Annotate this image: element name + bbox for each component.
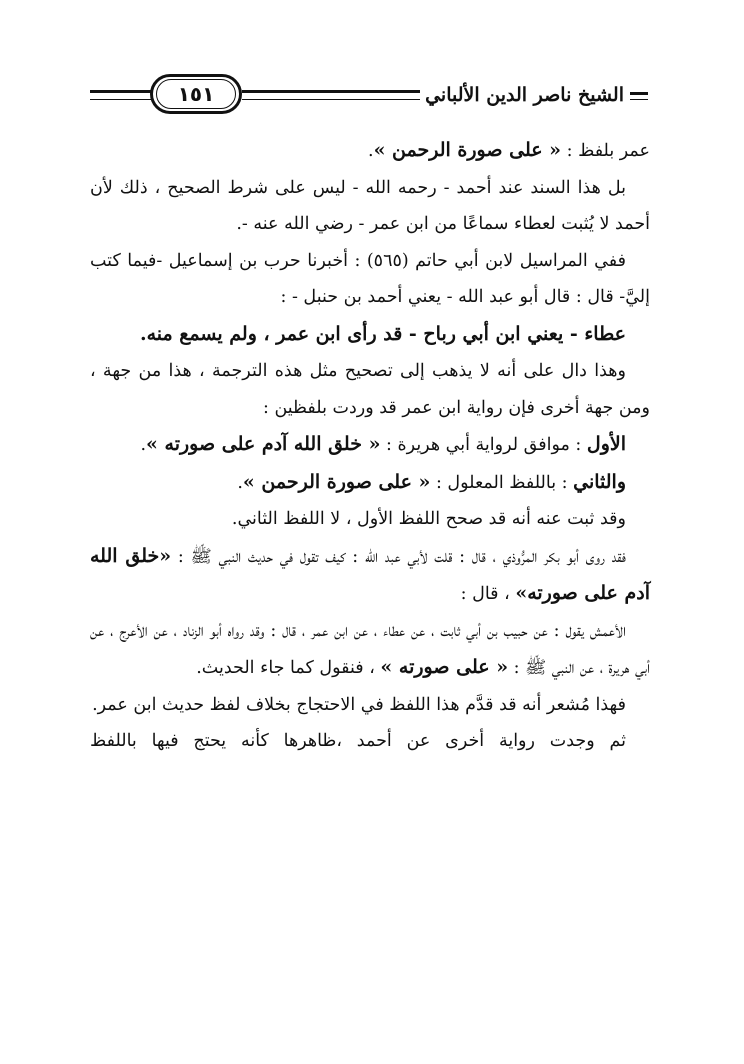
paragraph-5: وهذا دال على أنه لا يذهب إلى تصحيح مثل هذه الترجمة ، هذا من جهة ، ومن جهة أخرى فإن رواية ابن عمر قد وردت بلفظين : — [90, 361, 650, 418]
title-dash — [630, 92, 648, 100]
paragraph-7-text: : باللفظ المعلول : — [430, 472, 574, 493]
paragraph-6-text: : موافق لرواية أبي هريرة : — [380, 435, 587, 455]
paragraph-9-text-b: ، قال : — [460, 584, 516, 604]
quote-surah: « على صورته » — [380, 656, 509, 678]
paragraph-11: فهذا مُشعر أنه قد قدَّم هذا اللفظ في الاحتجاج بخلاف لفظ حديث ابن عمر. — [92, 694, 626, 715]
paragraph-3: ففي المراسيل لابن أبي حاتم (٥٦٥) : أخبرنا حرب بن إسماعيل -فيما كتب إليَّ- قال : قال أبو عبد الله - يعني أحمد بن حنبل - : — [90, 250, 650, 307]
paragraph-9-text-a: فقد روى أبو بكر المرُّوذي ، قال : قلت لأبي عبد الله : كيف تقول في حديث النبي ﷺ : — [171, 546, 626, 567]
page-number: ١٥١ — [156, 79, 236, 109]
paragraph-7 — [90, 464, 650, 502]
quote-second: « على صورة الرحمن » — [242, 470, 431, 493]
paragraph-12: ثم وجدت رواية أخرى عن أحمد ،ظاهرها كأنه يحتج فيها باللفظ — [90, 731, 626, 751]
paragraph-10 — [90, 613, 650, 687]
running-title: الشيخ ناصر الدين الألباني — [425, 84, 624, 106]
paragraph-6-end: . — [140, 435, 147, 455]
paragraph-7-end: . — [237, 472, 243, 493]
paragraph-10-end: ، فنقول كما جاء الحديث. — [196, 658, 381, 678]
quote-hadith: «خلق الله آدم على صورته» — [90, 544, 650, 604]
paragraph-2: بل هذا السند عند أحمد - رحمه الله - ليس على شرط الصحيح ، ذلك لأن أحمد لا يُثبت لعطاء سماعًا من ابن عمر - رضي الله عنه -. — [90, 177, 650, 234]
paragraph-6 — [90, 426, 650, 464]
label-first: الأول — [586, 433, 626, 455]
running-title-box — [420, 78, 648, 112]
quote-1: « على صورة الرحمن » — [373, 139, 562, 161]
quote-first: « خلق الله آدم على صورته » — [146, 433, 381, 455]
page-number-badge — [150, 74, 242, 114]
paragraph-4 — [90, 316, 650, 354]
label-second: والثاني — [573, 470, 626, 493]
paragraph-1: عمر بلفظ : « على صورة الرحمن ». — [367, 139, 650, 161]
paragraph-8: وقد ثبت عنه أنه قد صحح اللفظ الأول ، لا اللفظ الثاني. — [231, 509, 626, 529]
quote-ata: عطاء - يعني ابن أبي رباح - قد رأى ابن عمر ، ولم يسمع منه. — [139, 322, 626, 345]
page-body — [90, 132, 650, 760]
paragraph-10-text: الأعمش يقول : عن حبيب بن أبي ثابت ، عن عطاء ، عن ابن عمر ، قال : وقد رواه أبو الزناد ، عن الأعرج ، عن أبي هريرة ، عن النبي ﷺ : — [90, 620, 650, 678]
page-header — [90, 70, 650, 120]
paragraph-9 — [90, 538, 650, 613]
